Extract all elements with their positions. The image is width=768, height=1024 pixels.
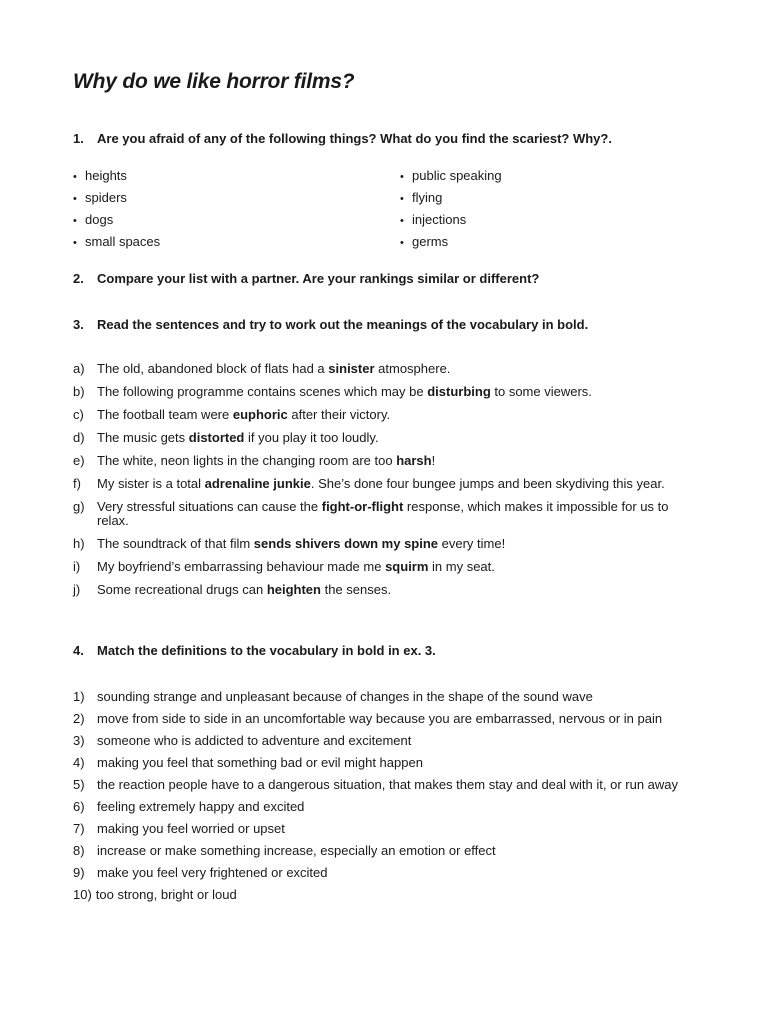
bullet-dot: •: [400, 215, 404, 227]
question-1: [73, 131, 612, 146]
sentence-before: The music gets: [97, 430, 189, 445]
definition-text: the reaction people have to a dangerous situation, that makes them stay and deal with it, or run away: [97, 777, 679, 792]
definitions-list: [73, 690, 698, 910]
definition-text: feeling extremely happy and excited: [97, 799, 305, 814]
item-label: i): [73, 559, 81, 574]
definition-item: [73, 690, 698, 704]
fears-list: [73, 167, 713, 257]
vocabulary-term: squirm: [385, 559, 429, 574]
sentences-list: [73, 362, 698, 606]
bullet-dot: •: [73, 237, 77, 249]
sentence-after: response, which makes it impossible for us to relax.: [97, 499, 669, 528]
definition-item: [73, 756, 698, 770]
vocabulary-term: adrenaline junkie: [204, 476, 311, 491]
bullet-text: germs: [412, 234, 449, 249]
item-label: 5): [73, 777, 85, 792]
item-label: j): [73, 582, 81, 597]
sentence-item: [73, 583, 698, 597]
vocabulary-term: sinister: [328, 361, 375, 376]
sentence-after: in my seat.: [428, 559, 495, 574]
sentence-after: . She’s done four bungee jumps and been skydiving this year.: [310, 476, 665, 491]
sentence-after: if you play it too loudly.: [244, 430, 379, 445]
bullet-dot: •: [73, 171, 77, 183]
bullet-dot: •: [400, 237, 404, 249]
item-label: 2): [73, 711, 85, 726]
question-text: Compare your list with a partner. Are your rankings similar or different?: [97, 271, 540, 286]
sentence-item: [73, 431, 698, 445]
sentence-before: The football team were: [97, 407, 233, 422]
bullet-item: [73, 211, 160, 233]
definition-text: someone who is addicted to adventure and excitement: [97, 733, 412, 748]
item-label: 10): [73, 887, 92, 902]
bullet-item: [73, 233, 160, 255]
bullet-item: [400, 233, 502, 255]
bullet-text: injections: [412, 212, 467, 227]
item-label: 4): [73, 755, 85, 770]
sentence-before: The soundtrack of that film: [97, 536, 254, 551]
definition-item: [73, 888, 698, 902]
bullet-text: public speaking: [412, 168, 502, 183]
definition-text: increase or make something increase, especially an emotion or effect: [97, 843, 496, 858]
item-label: a): [73, 361, 85, 376]
definition-text: make you feel very frightened or excited: [97, 865, 328, 880]
sentence-text: [97, 560, 698, 574]
sentence-after: every time!: [438, 536, 506, 551]
vocabulary-term: sends shivers down my spine: [253, 536, 439, 551]
sentence-after: atmosphere.: [374, 361, 451, 376]
item-label: 1): [73, 689, 85, 704]
item-label: f): [73, 476, 81, 491]
sentence-text: [97, 385, 698, 399]
sentence-before: The old, abandoned block of flats had a: [97, 361, 329, 376]
item-label: 8): [73, 843, 85, 858]
question-4: [73, 643, 436, 658]
sentence-item: [73, 362, 698, 376]
item-label: c): [73, 407, 84, 422]
vocabulary-term: disturbing: [427, 384, 491, 399]
sentence-before: Very stressful situations can cause the: [97, 499, 322, 514]
sentence-text: [97, 583, 698, 597]
vocabulary-term: euphoric: [232, 407, 288, 422]
bullet-text: heights: [85, 168, 127, 183]
bullet-text: dogs: [85, 212, 114, 227]
vocabulary-term: heighten: [266, 582, 321, 597]
item-label: 7): [73, 821, 85, 836]
definition-text: making you feel worried or upset: [97, 821, 285, 836]
item-label: g): [73, 499, 85, 514]
sentence-after: the senses.: [320, 582, 392, 597]
bullet-dot: •: [73, 215, 77, 227]
item-label: 6): [73, 799, 85, 814]
sentence-item: [73, 477, 698, 491]
definition-item: [73, 778, 698, 792]
question-number: 4.: [73, 643, 84, 658]
definition-text: too strong, bright or loud: [95, 887, 237, 902]
question-text: Match the definitions to the vocabulary in bold in ex. 3.: [97, 643, 436, 658]
item-label: h): [73, 536, 85, 551]
bullet-dot: •: [400, 193, 404, 205]
sentence-text: [97, 362, 698, 376]
question-number: 3.: [73, 317, 84, 332]
question-number: 2.: [73, 271, 84, 286]
item-label: b): [73, 384, 85, 399]
sentence-before: My sister is a total: [97, 476, 205, 491]
definition-item: [73, 866, 698, 880]
item-label: 9): [73, 865, 85, 880]
sentence-after: after their victory.: [287, 407, 391, 422]
vocabulary-term: harsh: [396, 453, 432, 468]
sentence-after: to some viewers.: [490, 384, 592, 399]
definition-text: making you feel that something bad or evil might happen: [97, 755, 423, 770]
sentence-text: [97, 454, 698, 468]
fears-column-left: [73, 167, 160, 255]
page-title: Why do we like horror films?: [73, 70, 355, 93]
sentence-text: [97, 477, 698, 491]
sentence-before: My boyfriend’s embarrassing behaviour made me: [97, 559, 386, 574]
question-3: [73, 317, 588, 332]
bullet-text: spiders: [85, 190, 127, 205]
bullet-item: [400, 189, 502, 211]
question-number: 1.: [73, 131, 84, 146]
item-label: d): [73, 430, 85, 445]
sentence-text: [97, 500, 698, 528]
definition-item: [73, 712, 698, 726]
definition-item: [73, 844, 698, 858]
question-text: Are you afraid of any of the following things? What do you find the scariest? Why?.: [97, 131, 612, 146]
bullet-dot: •: [73, 193, 77, 205]
question-2: [73, 271, 539, 286]
sentence-item: [73, 500, 698, 528]
sentence-text: [97, 408, 698, 422]
bullet-item: [73, 189, 160, 211]
sentence-before: Some recreational drugs can: [97, 582, 267, 597]
bullet-text: flying: [412, 190, 443, 205]
sentence-before: The white, neon lights in the changing room are too: [97, 453, 397, 468]
sentence-item: [73, 385, 698, 399]
sentence-text: [97, 537, 698, 551]
sentence-item: [73, 560, 698, 574]
definition-text: sounding strange and unpleasant because of changes in the shape of the sound wave: [97, 689, 593, 704]
sentence-item: [73, 454, 698, 468]
vocabulary-term: distorted: [188, 430, 245, 445]
definition-item: [73, 800, 698, 814]
sentence-text: [97, 431, 698, 445]
question-text: Read the sentences and try to work out the meanings of the vocabulary in bold.: [97, 317, 589, 332]
definition-item: [73, 734, 698, 748]
bullet-item: [400, 167, 502, 189]
sentence-item: [73, 537, 698, 551]
item-label: e): [73, 453, 85, 468]
sentence-before: The following programme contains scenes which may be: [97, 384, 428, 399]
sentence-after: !: [431, 453, 436, 468]
bullet-text: small spaces: [85, 234, 161, 249]
bullet-dot: •: [400, 171, 404, 183]
bullet-item: [73, 167, 160, 189]
fears-column-right: [400, 167, 502, 255]
definition-text: move from side to side in an uncomfortable way because you are embarrassed, nervous or in pain: [97, 711, 663, 726]
definition-item: [73, 822, 698, 836]
sentence-item: [73, 408, 698, 422]
vocabulary-term: fight-or-flight: [321, 499, 404, 514]
item-label: 3): [73, 733, 85, 748]
bullet-item: [400, 211, 502, 233]
